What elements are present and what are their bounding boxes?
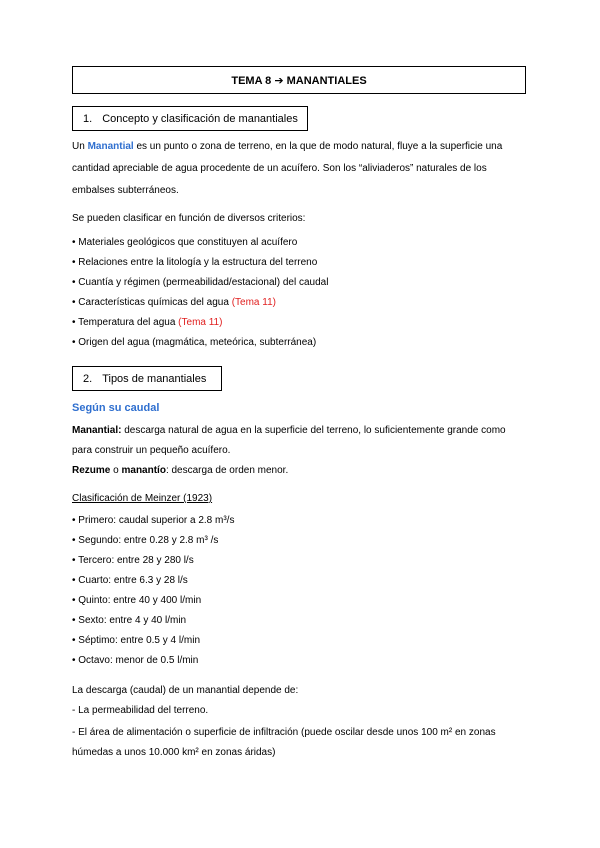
criteria-text: • Características químicas del agua [72, 297, 232, 308]
def2-term2: manantío [121, 465, 166, 476]
criteria-ref: (Tema 11) [178, 317, 223, 328]
criteria-text: • Origen del agua (magmática, meteórica, subterránea) [72, 337, 317, 348]
criteria-ref: (Tema 11) [231, 297, 276, 308]
discharge-item: húmedas a unos 10.000 km² en zonas áridas) [72, 747, 276, 758]
section-number: 1. [83, 112, 93, 125]
criteria-intro: Se pueden clasificar en función de diversos criterios: [72, 213, 306, 224]
meinzer-item: • Sexto: entre 4 y 40 l/min [72, 615, 187, 626]
meinzer-item: • Segundo: entre 0.28 y 2.8 m³ /s [72, 535, 219, 546]
def1-line-2: para construir un pequeño acuífero. [72, 445, 231, 456]
criteria-text: • Relaciones entre la litología y la estructura del terreno [72, 257, 318, 268]
criteria-text: • Cuantía y régimen (permeabilidad/estacional) del caudal [72, 277, 329, 288]
intro-line-3: embalses subterráneos. [72, 185, 179, 196]
discharge-item: - La permeabilidad del terreno. [72, 705, 209, 716]
criteria-item [72, 336, 316, 350]
def1-rest: descarga natural de agua en la superficie del terreno, lo suficientemente grande como [121, 425, 506, 436]
meinzer-title: Clasificación de Meinzer (1923) [72, 493, 213, 504]
criteria-item [72, 236, 297, 250]
criteria-item [72, 296, 276, 310]
def2-term1: Rezume [72, 465, 111, 476]
section-heading-2 [72, 366, 222, 391]
meinzer-item: • Octavo: menor de 0.5 l/min [72, 655, 199, 666]
section-number: 2. [83, 372, 93, 385]
intro-line-2: cantidad apreciable de agua procedente de un acuífero. Son los “aliviaderos” naturales de los [72, 163, 487, 174]
discharge-item: - El área de alimentación o superficie de infiltración (puede oscilar desde unos 100 m² en zonas [72, 727, 496, 738]
section-heading-1 [72, 106, 308, 131]
intro-line-1 [72, 140, 526, 154]
def2-line [72, 464, 288, 478]
meinzer-item: • Primero: caudal superior a 2.8 m³/s [72, 515, 235, 526]
criteria-text: • Materiales geológicos que constituyen al acuífero [72, 237, 298, 248]
meinzer-item: • Cuarto: entre 6.3 y 28 l/s [72, 575, 188, 586]
discharge-intro: La descarga (caudal) de un manantial depende de: [72, 685, 299, 696]
criteria-item [72, 256, 317, 270]
meinzer-item: • Séptimo: entre 0.5 y 4 l/min [72, 635, 201, 646]
section-label: Tipos de manantiales [102, 372, 207, 385]
def1-term: Manantial: [72, 425, 122, 436]
def1-line-1 [72, 424, 526, 438]
criteria-text: • Temperatura del agua [72, 317, 179, 328]
subheading-caudal: Según su caudal [72, 402, 160, 414]
page-title: TEMA 8 ➔ MANANTIALES [72, 66, 526, 94]
def2-rest: : descarga de orden menor. [165, 465, 289, 476]
meinzer-item: • Quinto: entre 40 y 400 l/min [72, 595, 202, 606]
manantial-term: Manantial [87, 141, 134, 152]
meinzer-item: • Tercero: entre 28 y 280 l/s [72, 555, 194, 566]
section-label: Concepto y clasificación de manantiales [102, 112, 298, 125]
criteria-item [72, 276, 328, 290]
def2-mid: o [110, 465, 122, 476]
intro-line1-rest: es un punto o zona de terreno, en la que de modo natural, fluye a la superficie una [133, 141, 503, 152]
criteria-item [72, 316, 222, 330]
intro-pre: Un [72, 141, 88, 152]
